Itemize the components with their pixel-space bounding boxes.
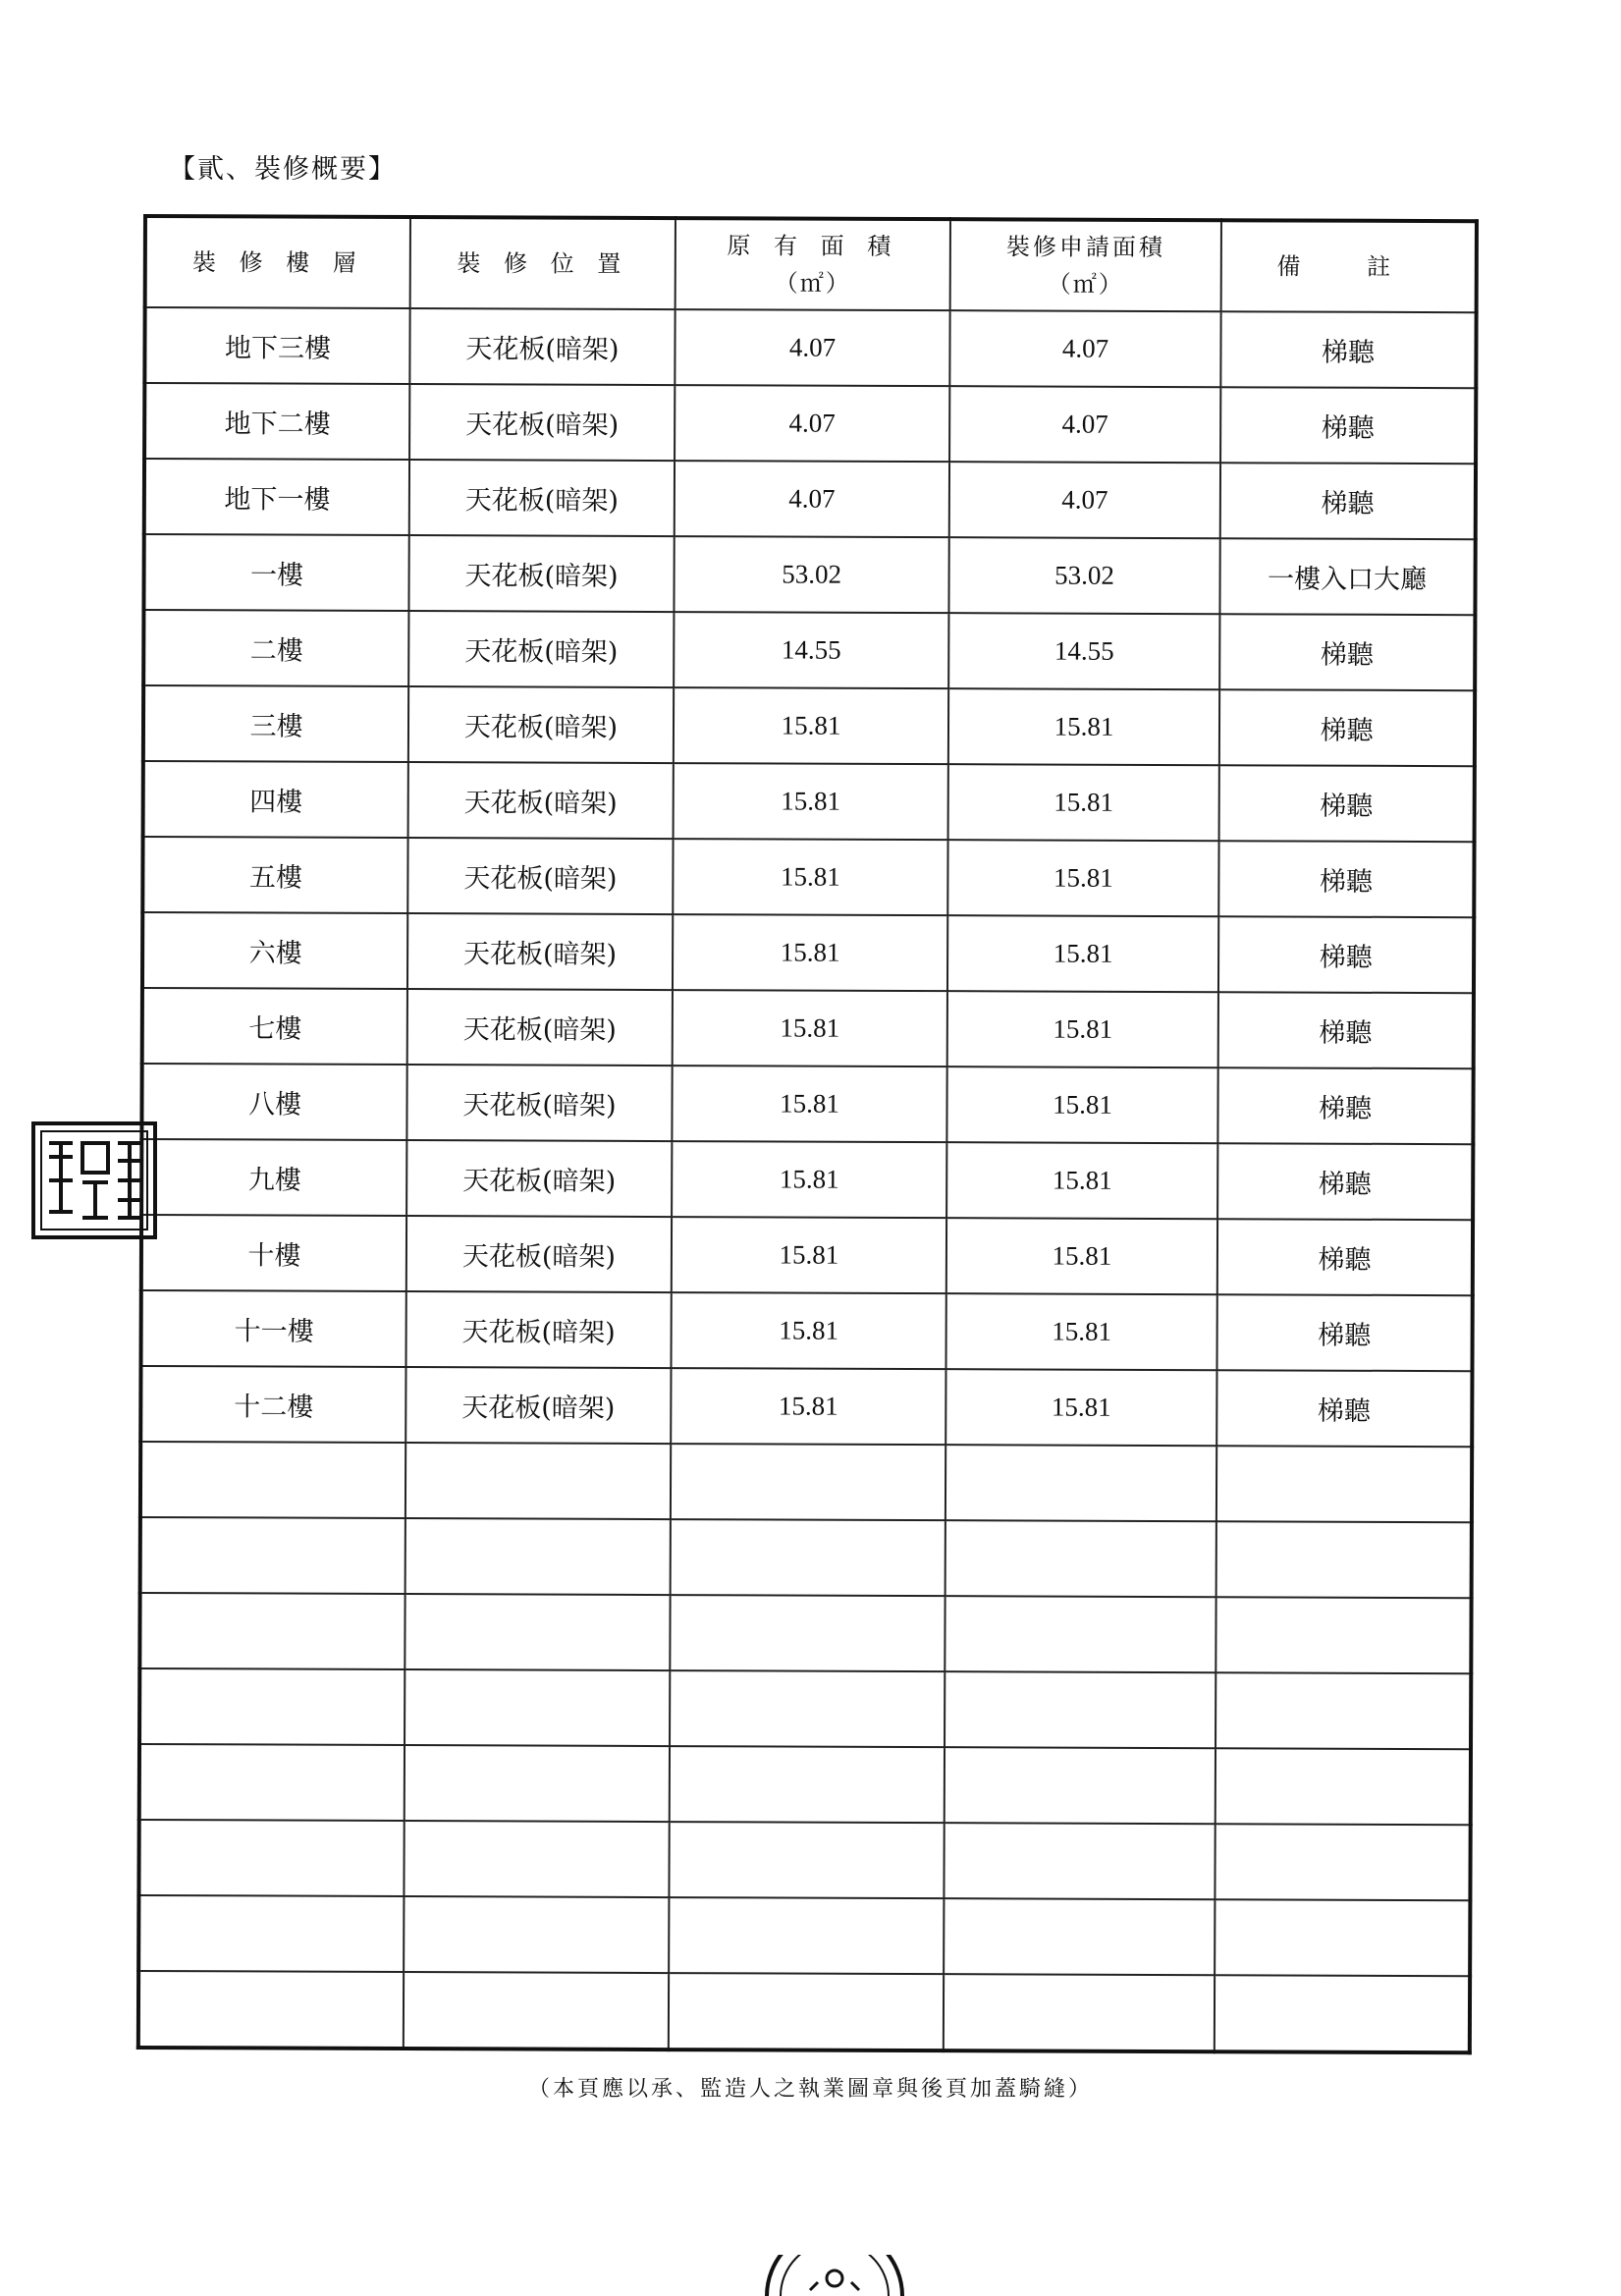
- bottom-stamp-image: [761, 2255, 908, 2296]
- cell-applied-area: 4.07: [949, 386, 1220, 463]
- cell-position: 天花板(暗架): [408, 611, 674, 687]
- cell-position: 天花板(暗架): [406, 1065, 672, 1141]
- cell-original-area: 4.07: [675, 309, 949, 386]
- cell-remarks: 梯聽: [1216, 1294, 1472, 1371]
- cell-applied-area: 15.81: [947, 991, 1218, 1067]
- cell-position: 天花板(暗架): [407, 913, 673, 990]
- cell-position: 天花板(暗架): [409, 384, 675, 461]
- cell-floor: 九樓: [141, 1139, 406, 1216]
- table-row: [144, 459, 1476, 539]
- cell-remarks: 梯聽: [1218, 992, 1474, 1068]
- cell-original-area: [671, 1519, 946, 1596]
- cell-applied-area: [945, 1596, 1216, 1672]
- header-applied-area-label: 裝修申請面積: [1005, 232, 1165, 261]
- cell-original-area: 15.81: [672, 1217, 946, 1293]
- header-original-area-label: 原 有 面 積: [727, 231, 899, 260]
- table-row: [140, 1442, 1472, 1522]
- cell-floor: [140, 1517, 405, 1594]
- cell-original-area: 53.02: [674, 536, 948, 613]
- cell-floor: 地下二樓: [144, 383, 409, 460]
- cell-remarks: [1215, 1899, 1470, 1976]
- cell-applied-area: 15.81: [948, 688, 1219, 765]
- cell-applied-area: [945, 1747, 1216, 1824]
- cell-applied-area: 14.55: [948, 613, 1219, 689]
- cell-remarks: 梯聽: [1219, 689, 1475, 766]
- cell-remarks: [1216, 1597, 1471, 1673]
- cell-position: 天花板(暗架): [409, 308, 675, 385]
- table-row: [142, 837, 1474, 917]
- table-row: [139, 1668, 1471, 1749]
- cell-floor: 十一樓: [140, 1290, 405, 1367]
- cell-applied-area: [946, 1445, 1216, 1521]
- cell-remarks: 梯聽: [1219, 765, 1475, 842]
- cell-position: [405, 1745, 670, 1822]
- cell-applied-area: 15.81: [946, 1218, 1217, 1294]
- cell-floor: 二樓: [143, 610, 408, 686]
- cell-original-area: 14.55: [674, 612, 948, 688]
- cell-original-area: 15.81: [671, 1368, 946, 1445]
- table-row: [141, 1215, 1473, 1295]
- table-row: [142, 988, 1474, 1068]
- table-row: [142, 912, 1474, 993]
- cell-floor: 地下一樓: [144, 459, 409, 535]
- cell-original-area: 15.81: [672, 1141, 946, 1218]
- cell-remarks: 梯聽: [1216, 1370, 1472, 1447]
- cell-position: 天花板(暗架): [406, 1216, 672, 1292]
- cell-remarks: [1215, 1975, 1470, 2052]
- seal-stamp-image: [31, 1121, 157, 1239]
- header-applied-area: [950, 219, 1221, 311]
- cell-floor: 三樓: [143, 685, 408, 762]
- section-heading: 【貳、裝修概要】: [169, 154, 397, 185]
- renovation-summary-table-wrapper: [136, 214, 1475, 2042]
- cell-original-area: [669, 1897, 944, 1974]
- cell-original-area: 15.81: [674, 763, 948, 840]
- cell-applied-area: 15.81: [946, 1142, 1217, 1219]
- header-remarks: 備 註: [1221, 220, 1477, 312]
- cell-remarks: 梯聽: [1217, 1067, 1473, 1144]
- cell-original-area: 4.07: [675, 385, 949, 462]
- table-row: [143, 534, 1475, 615]
- cell-floor: [139, 1744, 405, 1821]
- table-row: [141, 1139, 1473, 1220]
- cell-applied-area: 15.81: [947, 840, 1218, 916]
- cell-floor: [139, 1593, 405, 1669]
- cell-applied-area: 4.07: [949, 310, 1220, 387]
- cell-floor: 五樓: [142, 837, 407, 913]
- header-original-area: [675, 218, 950, 310]
- cell-remarks: [1215, 1824, 1470, 1900]
- cell-remarks: [1216, 1748, 1471, 1825]
- cell-remarks: [1216, 1446, 1472, 1522]
- cell-applied-area: [945, 1671, 1216, 1748]
- cell-original-area: [669, 1973, 944, 2050]
- cell-applied-area: 15.81: [946, 1293, 1216, 1370]
- cell-remarks: 梯聽: [1217, 1219, 1473, 1295]
- cell-original-area: [670, 1670, 945, 1747]
- table-row: [138, 1971, 1470, 2052]
- cell-remarks: [1216, 1672, 1471, 1749]
- cell-position: [405, 1669, 670, 1746]
- cell-original-area: 15.81: [674, 687, 948, 764]
- table-body: [138, 307, 1477, 2052]
- cell-position: 天花板(暗架): [408, 686, 674, 763]
- cell-position: 天花板(暗架): [407, 989, 673, 1066]
- cell-floor: [138, 1971, 404, 2049]
- header-floor: 裝 修 樓 層: [145, 216, 410, 308]
- cell-position: [404, 1896, 669, 1973]
- table-row: [144, 307, 1476, 388]
- cell-remarks: 梯聽: [1218, 841, 1474, 917]
- cell-applied-area: 15.81: [946, 1369, 1216, 1446]
- cell-remarks: 梯聽: [1218, 916, 1474, 993]
- cell-position: [405, 1594, 670, 1670]
- cell-floor: [140, 1442, 405, 1518]
- cell-remarks: 梯聽: [1220, 387, 1476, 464]
- cell-applied-area: 53.02: [948, 537, 1219, 614]
- cell-remarks: 一樓入口大廳: [1219, 538, 1475, 615]
- cell-floor: 八樓: [141, 1064, 406, 1140]
- cell-original-area: 4.07: [675, 461, 949, 537]
- cell-original-area: 15.81: [673, 914, 947, 991]
- cell-floor: 四樓: [143, 761, 408, 838]
- cell-position: 天花板(暗架): [409, 460, 675, 536]
- cell-applied-area: 15.81: [946, 1066, 1217, 1143]
- cell-remarks: 梯聽: [1220, 311, 1476, 388]
- cell-floor: 十二樓: [140, 1366, 405, 1443]
- cell-position: 天花板(暗架): [405, 1367, 671, 1444]
- renovation-summary-table: [136, 214, 1479, 2054]
- table-row: [143, 685, 1475, 766]
- cell-remarks: 梯聽: [1220, 463, 1476, 539]
- cell-floor: [138, 1895, 404, 1972]
- table-row: [138, 1895, 1470, 1976]
- cell-original-area: 15.81: [673, 990, 947, 1066]
- cell-remarks: 梯聽: [1217, 1143, 1473, 1220]
- header-position: 裝 修 位 置: [410, 217, 675, 309]
- cell-applied-area: [944, 1823, 1215, 1899]
- cell-position: 天花板(暗架): [408, 762, 674, 839]
- cell-floor: [139, 1668, 405, 1745]
- table-row: [138, 1820, 1470, 1900]
- cell-original-area: [669, 1822, 944, 1898]
- cell-applied-area: [944, 1974, 1215, 2051]
- table-row: [144, 383, 1476, 464]
- table-row: [140, 1290, 1472, 1371]
- cell-floor: 一樓: [143, 534, 408, 611]
- table-row: [140, 1517, 1472, 1598]
- cell-applied-area: [946, 1520, 1216, 1597]
- table-row: [141, 1064, 1473, 1144]
- cell-position: 天花板(暗架): [408, 535, 674, 612]
- cell-original-area: 15.81: [673, 839, 947, 915]
- cell-position: [405, 1518, 671, 1595]
- cell-original-area: [671, 1444, 946, 1520]
- cell-floor: 七樓: [142, 988, 407, 1065]
- cell-position: [405, 1443, 671, 1519]
- cell-original-area: [670, 1595, 945, 1671]
- cell-floor: 地下三樓: [144, 307, 409, 384]
- cell-original-area: 15.81: [672, 1066, 946, 1142]
- cell-remarks: [1216, 1521, 1472, 1598]
- cell-remarks: 梯聽: [1219, 614, 1475, 690]
- cell-original-area: 15.81: [671, 1292, 946, 1369]
- cell-applied-area: 15.81: [947, 915, 1218, 992]
- table-row: [140, 1366, 1472, 1447]
- cell-position: 天花板(暗架): [405, 1291, 671, 1368]
- table-row: [139, 1744, 1471, 1825]
- table-header-row: [145, 216, 1477, 312]
- cell-position: 天花板(暗架): [406, 1140, 672, 1217]
- cell-applied-area: [944, 1898, 1215, 1975]
- table-row: [139, 1593, 1471, 1673]
- header-applied-area-unit: （㎡）: [1047, 270, 1124, 299]
- header-original-area-unit: （㎡）: [774, 269, 851, 298]
- cell-position: 天花板(暗架): [407, 838, 673, 914]
- cell-floor: [138, 1820, 404, 1896]
- footnote: （本頁應以承、監造人之執業圖章與後頁加蓋騎縫）: [527, 2077, 1093, 2102]
- cell-floor: 十樓: [141, 1215, 406, 1291]
- table-row: [143, 761, 1475, 842]
- cell-applied-area: 4.07: [949, 462, 1220, 538]
- cell-original-area: [670, 1746, 945, 1823]
- cell-position: [404, 1972, 669, 2050]
- cell-applied-area: 15.81: [948, 764, 1219, 841]
- table-row: [143, 610, 1475, 690]
- cell-floor: 六樓: [142, 912, 407, 989]
- cell-position: [404, 1821, 669, 1897]
